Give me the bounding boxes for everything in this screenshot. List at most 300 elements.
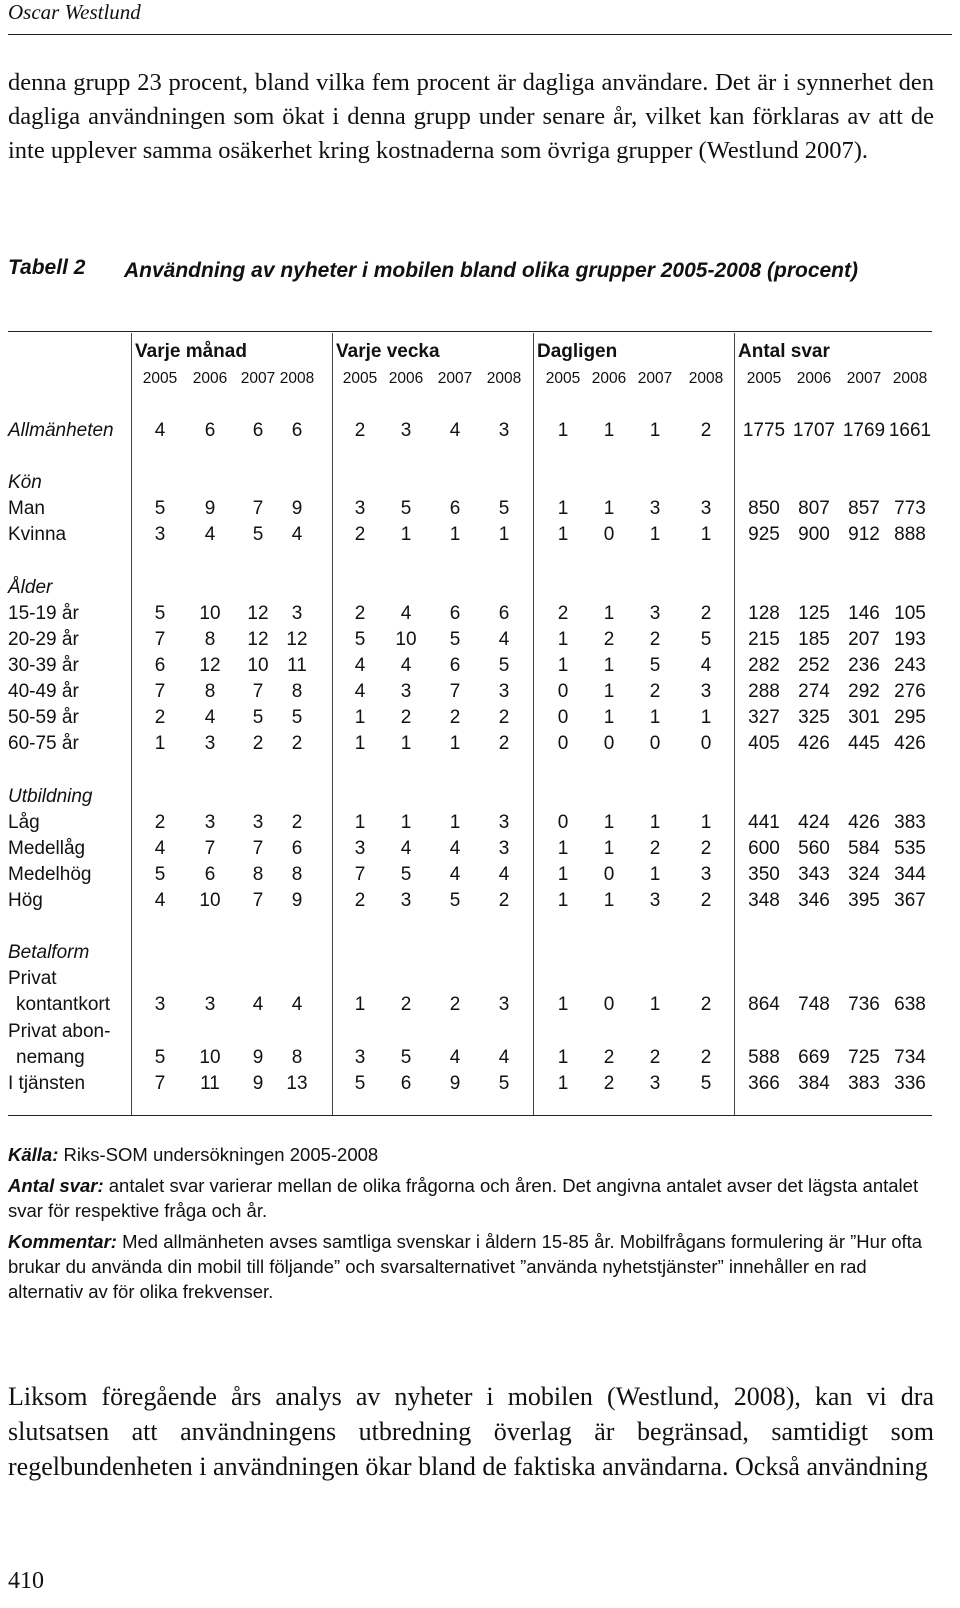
table-cell: 9 xyxy=(291,890,303,911)
table-cell: 1 xyxy=(700,812,712,833)
table-cell: 350 xyxy=(748,864,780,885)
table-row xyxy=(0,603,960,629)
table-cell: 2 xyxy=(603,1047,615,1068)
table-cell: 9 xyxy=(204,498,216,519)
table-cell: 3 xyxy=(498,420,510,441)
year-header: 2005 xyxy=(142,370,178,387)
table-cell: 1 xyxy=(400,524,412,545)
row-label: Medellåg xyxy=(8,838,86,859)
row-label: Medelhög xyxy=(8,864,92,885)
year-header: 2007 xyxy=(437,370,473,387)
table-cell: 7 xyxy=(252,681,264,702)
note-comment xyxy=(8,1229,934,1304)
table-cell: 276 xyxy=(894,681,926,702)
row-label: Privat abon- xyxy=(8,1021,111,1042)
table-notes xyxy=(8,1142,934,1310)
column-group-header: Dagligen xyxy=(537,341,618,362)
table-cell: 850 xyxy=(748,498,780,519)
table-cell: 3 xyxy=(354,498,366,519)
table-cell: 7 xyxy=(449,681,461,702)
table-cell: 638 xyxy=(894,994,926,1015)
table-label: Tabell 2 xyxy=(8,256,86,279)
table-cell: 3 xyxy=(649,603,661,624)
table-cell: 4 xyxy=(252,994,264,1015)
table-cell: 12 xyxy=(247,603,269,624)
table-cell: 4 xyxy=(449,420,461,441)
table-cell: 2 xyxy=(649,629,661,650)
table-cell: 1 xyxy=(557,524,569,545)
table-cell: 336 xyxy=(894,1073,926,1094)
page-number: 410 xyxy=(8,1568,44,1594)
table-cell: 3 xyxy=(400,890,412,911)
table-cell: 2 xyxy=(154,812,166,833)
table-section-heading xyxy=(0,472,960,498)
table-row xyxy=(0,733,960,759)
table-cell: 734 xyxy=(894,1047,926,1068)
table-cell: 4 xyxy=(400,603,412,624)
table-cell: 146 xyxy=(848,603,880,624)
table-cell: 4 xyxy=(291,994,303,1015)
table-cell: 1 xyxy=(603,420,615,441)
table-cell: 7 xyxy=(154,629,166,650)
table-cell: 3 xyxy=(400,420,412,441)
table-cell: 395 xyxy=(848,890,880,911)
table-cell: 12 xyxy=(286,629,308,650)
table-cell: 888 xyxy=(894,524,926,545)
year-header: 2006 xyxy=(192,370,228,387)
table-cell: 7 xyxy=(204,838,216,859)
table-cell: 1 xyxy=(603,603,615,624)
table-cell: 3 xyxy=(649,890,661,911)
table-cell: 7 xyxy=(154,681,166,702)
table-cell: 773 xyxy=(894,498,926,519)
table-cell: 5 xyxy=(449,629,461,650)
table-cell: 5 xyxy=(498,655,510,676)
table-cell: 2 xyxy=(700,890,712,911)
table-cell: 4 xyxy=(154,420,166,441)
table-cell: 383 xyxy=(848,1073,880,1094)
table-cell: 7 xyxy=(252,498,264,519)
note-key: Källa: xyxy=(8,1144,59,1165)
year-header: 2008 xyxy=(892,370,928,387)
table-cell: 864 xyxy=(748,994,780,1015)
table-cell: 10 xyxy=(199,1047,221,1068)
table-cell: 4 xyxy=(154,838,166,859)
row-label: I tjänsten xyxy=(8,1073,86,1094)
table-section-heading xyxy=(0,942,960,968)
table-cell: 0 xyxy=(603,524,615,545)
table-top-rule xyxy=(8,331,932,332)
table-cell: 6 xyxy=(498,603,510,624)
table-cell: 426 xyxy=(798,733,830,754)
table-cell: 2 xyxy=(252,733,264,754)
year-header: 2007 xyxy=(637,370,673,387)
table-cell: 2 xyxy=(291,733,303,754)
note-key: Kommentar: xyxy=(8,1231,117,1252)
table-cell: 669 xyxy=(798,1047,830,1068)
table-cell: 1 xyxy=(354,707,366,728)
table-cell: 426 xyxy=(894,733,926,754)
table-title: Användning av nyheter i mobilen bland olika grupper 2005-2008 (procent) xyxy=(124,259,858,282)
year-header: 2006 xyxy=(591,370,627,387)
header-rule xyxy=(8,34,952,35)
table-cell: 1 xyxy=(649,994,661,1015)
table-cell: 0 xyxy=(603,733,615,754)
table-cell: 3 xyxy=(700,681,712,702)
intro-paragraph: denna grupp 23 procent, bland vilka fem procent är dagliga användare. Det är i synnerhet den dagliga användningen som ökat i denna grupp under senare år, vilket kan förklaras av att de inte upplever samma osäkerhet kring kostnaderna som övriga grupper (Westlund 2007). xyxy=(8,69,934,164)
table-cell: 0 xyxy=(649,733,661,754)
table-cell: 1 xyxy=(557,655,569,676)
table-cell: 2 xyxy=(700,994,712,1015)
table-cell: 327 xyxy=(748,707,780,728)
year-header: 2008 xyxy=(688,370,724,387)
outro-paragraph: Liksom föregående års analys av nyheter i mobilen (Westlund, 2008), kan vi dra slutsatsen att användningens utbredning överlag är begränsad, samtidigt som regelbundenheten i användningen ökar bland de faktiska användarna. Också användning xyxy=(8,1382,934,1481)
table-cell: 2 xyxy=(700,603,712,624)
table-cell: 1 xyxy=(603,498,615,519)
row-label: Ålder xyxy=(8,577,53,598)
table-cell: 343 xyxy=(798,864,830,885)
table-cell: 4 xyxy=(154,890,166,911)
table-cell: 7 xyxy=(354,864,366,885)
table-row xyxy=(0,524,960,550)
table-cell: 560 xyxy=(798,838,830,859)
table-cell: 8 xyxy=(204,681,216,702)
row-label: 50-59 år xyxy=(8,707,79,728)
table-cell: 5 xyxy=(154,498,166,519)
table-cell: 6 xyxy=(204,420,216,441)
table-cell: 3 xyxy=(649,498,661,519)
table-cell: 0 xyxy=(557,733,569,754)
year-header: 2007 xyxy=(846,370,882,387)
year-header: 2006 xyxy=(388,370,424,387)
table-cell: 6 xyxy=(400,1073,412,1094)
table-row xyxy=(0,655,960,681)
table-cell: 1 xyxy=(557,420,569,441)
table-cell: 6 xyxy=(449,603,461,624)
table-cell: 193 xyxy=(894,629,926,650)
table-cell: 10 xyxy=(199,890,221,911)
table-cell: 1 xyxy=(400,812,412,833)
table-cell: 3 xyxy=(154,994,166,1015)
table-cell: 2 xyxy=(154,707,166,728)
table-cell: 2 xyxy=(700,838,712,859)
table-cell: 4 xyxy=(400,838,412,859)
table-cell: 2 xyxy=(700,1047,712,1068)
table-cell: 348 xyxy=(748,890,780,911)
table-cell: 2 xyxy=(354,524,366,545)
table-cell: 588 xyxy=(748,1047,780,1068)
table-cell: 1 xyxy=(700,524,712,545)
row-label: Låg xyxy=(8,812,40,833)
table-cell: 1 xyxy=(154,733,166,754)
table-cell: 9 xyxy=(252,1073,264,1094)
table-cell: 325 xyxy=(798,707,830,728)
table-cell: 4 xyxy=(291,524,303,545)
table-cell: 1 xyxy=(557,498,569,519)
table-cell: 105 xyxy=(894,603,926,624)
row-label: 40-49 år xyxy=(8,681,79,702)
table-cell: 1 xyxy=(354,994,366,1015)
row-label: Man xyxy=(8,498,45,519)
table-section-heading xyxy=(0,577,960,603)
table-cell: 1 xyxy=(649,707,661,728)
table-cell: 2 xyxy=(400,994,412,1015)
table-cell: 2 xyxy=(354,890,366,911)
table-cell: 1775 xyxy=(742,420,786,441)
note-key: Antal svar: xyxy=(8,1175,104,1196)
row-label: kontantkort xyxy=(16,994,110,1015)
table-cell: 5 xyxy=(400,864,412,885)
table-cell: 1 xyxy=(557,629,569,650)
table-cell: 5 xyxy=(400,1047,412,1068)
table-cell: 5 xyxy=(291,707,303,728)
table-cell: 5 xyxy=(449,890,461,911)
table-cell: 3 xyxy=(354,1047,366,1068)
table-cell: 252 xyxy=(798,655,830,676)
table-cell: 1 xyxy=(498,524,510,545)
table-cell: 1 xyxy=(603,812,615,833)
table-bottom-rule xyxy=(8,1115,932,1116)
row-label: Kön xyxy=(8,472,42,493)
table-cell: 292 xyxy=(848,681,880,702)
table-cell: 4 xyxy=(449,864,461,885)
table-row xyxy=(0,994,960,1020)
table-cell: 857 xyxy=(848,498,880,519)
table-cell: 1 xyxy=(649,864,661,885)
table-row xyxy=(0,890,960,916)
table-row xyxy=(0,1021,960,1047)
table-cell: 11 xyxy=(200,1073,220,1094)
table-cell: 2 xyxy=(649,838,661,859)
table-cell: 1 xyxy=(354,812,366,833)
table-cell: 346 xyxy=(798,890,830,911)
table-cell: 11 xyxy=(287,655,307,676)
year-header: 2005 xyxy=(545,370,581,387)
year-header: 2008 xyxy=(486,370,522,387)
table-cell: 282 xyxy=(748,655,780,676)
column-group-header: Varje månad xyxy=(135,341,247,362)
table-cell: 1 xyxy=(557,994,569,1015)
table-cell: 5 xyxy=(700,629,712,650)
table-cell: 7 xyxy=(252,838,264,859)
table-cell: 4 xyxy=(354,655,366,676)
table-cell: 5 xyxy=(354,629,366,650)
year-header: 2005 xyxy=(342,370,378,387)
table-cell: 2 xyxy=(498,707,510,728)
table-cell: 7 xyxy=(252,890,264,911)
table-cell: 426 xyxy=(848,812,880,833)
table-cell: 5 xyxy=(154,603,166,624)
table-row xyxy=(0,707,960,733)
table-cell: 1 xyxy=(557,1073,569,1094)
table-cell: 2 xyxy=(498,890,510,911)
table-cell: 3 xyxy=(400,681,412,702)
table-cell: 9 xyxy=(449,1073,461,1094)
table-cell: 207 xyxy=(848,629,880,650)
table-cell: 2 xyxy=(603,1073,615,1094)
table-cell: 5 xyxy=(400,498,412,519)
table-cell: 1661 xyxy=(888,420,932,441)
table-cell: 2 xyxy=(400,707,412,728)
note-response-count xyxy=(8,1173,934,1223)
table-row xyxy=(0,968,960,994)
table-cell: 10 xyxy=(247,655,269,676)
table-cell: 2 xyxy=(649,1047,661,1068)
table-cell: 424 xyxy=(798,812,830,833)
table-cell: 366 xyxy=(748,1073,780,1094)
table-cell: 6 xyxy=(252,420,264,441)
table-cell: 1 xyxy=(449,524,461,545)
note-text: antalet svar varierar mellan de olika frågorna och åren. Det angivna antalet avser det lägsta antalet svar för respektive fråga och år. xyxy=(8,1175,919,1221)
row-label: Betalform xyxy=(8,942,90,963)
table-cell: 0 xyxy=(603,864,615,885)
running-head: Oscar Westlund xyxy=(8,0,141,24)
table-cell: 9 xyxy=(252,1047,264,1068)
year-header: 2006 xyxy=(796,370,832,387)
table-cell: 748 xyxy=(798,994,830,1015)
row-label: Utbildning xyxy=(8,786,93,807)
table-cell: 1 xyxy=(649,524,661,545)
table-cell: 5 xyxy=(354,1073,366,1094)
table-cell: 6 xyxy=(449,655,461,676)
table-cell: 4 xyxy=(498,864,510,885)
table-cell: 324 xyxy=(848,864,880,885)
table-cell: 5 xyxy=(154,864,166,885)
table-cell: 1 xyxy=(449,733,461,754)
table-cell: 3 xyxy=(291,603,303,624)
year-header: 2008 xyxy=(279,370,315,387)
table-cell: 2 xyxy=(449,994,461,1015)
table-cell: 8 xyxy=(291,1047,303,1068)
table-cell: 5 xyxy=(498,1073,510,1094)
table-cell: 5 xyxy=(498,498,510,519)
table-cell: 1 xyxy=(603,655,615,676)
table-cell: 807 xyxy=(798,498,830,519)
row-label: Privat xyxy=(8,968,57,989)
table-cell: 2 xyxy=(354,603,366,624)
table-cell: 2 xyxy=(449,707,461,728)
table-cell: 3 xyxy=(204,994,216,1015)
table-cell: 8 xyxy=(291,864,303,885)
table-cell: 10 xyxy=(199,603,221,624)
year-header: 2007 xyxy=(240,370,276,387)
table-row xyxy=(0,838,960,864)
table-cell: 1 xyxy=(649,812,661,833)
table-cell: 4 xyxy=(354,681,366,702)
table-cell: 13 xyxy=(286,1073,308,1094)
table-cell: 367 xyxy=(894,890,926,911)
table-cell: 274 xyxy=(798,681,830,702)
table-cell: 5 xyxy=(154,1047,166,1068)
table-cell: 3 xyxy=(700,498,712,519)
table-row xyxy=(0,498,960,524)
table-cell: 1 xyxy=(603,681,615,702)
table-cell: 4 xyxy=(449,1047,461,1068)
table-cell: 1 xyxy=(603,707,615,728)
table-cell: 125 xyxy=(798,603,830,624)
table-cell: 3 xyxy=(498,681,510,702)
table-cell: 3 xyxy=(154,524,166,545)
table-cell: 1769 xyxy=(842,420,886,441)
table-cell: 1 xyxy=(603,890,615,911)
table-cell: 1 xyxy=(354,733,366,754)
table-cell: 4 xyxy=(449,838,461,859)
table-cell: 3 xyxy=(498,838,510,859)
table-cell: 4 xyxy=(204,524,216,545)
table-cell: 6 xyxy=(204,864,216,885)
table-cell: 236 xyxy=(848,655,880,676)
table-cell: 243 xyxy=(894,655,926,676)
table-cell: 3 xyxy=(649,1073,661,1094)
table-cell: 5 xyxy=(252,524,264,545)
column-group-header: Antal svar xyxy=(738,341,830,362)
table-cell: 383 xyxy=(894,812,926,833)
table-cell: 584 xyxy=(848,838,880,859)
table-cell: 10 xyxy=(395,629,417,650)
table-cell: 215 xyxy=(748,629,780,650)
table-cell: 0 xyxy=(557,681,569,702)
table-cell: 0 xyxy=(700,733,712,754)
table-cell: 1707 xyxy=(792,420,836,441)
table-cell: 6 xyxy=(291,420,303,441)
table-cell: 6 xyxy=(291,838,303,859)
note-text: Med allmänheten avses samtliga svenskar i åldern 15-85 år. Mobilfrågans formulering är ”Hur ofta brukar du använda din mobil till följande” och svarsalternativet ”använda nyhetstjänster” innehåller en rad alternativ av för olika frekvenser. xyxy=(8,1231,923,1302)
table-cell: 128 xyxy=(748,603,780,624)
table-cell: 1 xyxy=(557,890,569,911)
row-label: 60-75 år xyxy=(8,733,79,754)
table-row xyxy=(0,1047,960,1073)
table-cell: 2 xyxy=(649,681,661,702)
table-row xyxy=(0,864,960,890)
table-cell: 12 xyxy=(247,629,269,650)
table-cell: 3 xyxy=(498,994,510,1015)
table-cell: 4 xyxy=(498,629,510,650)
table-cell: 8 xyxy=(291,681,303,702)
table-cell: 0 xyxy=(557,812,569,833)
table-section-heading xyxy=(0,786,960,812)
table-cell: 5 xyxy=(252,707,264,728)
row-label: 20-29 år xyxy=(8,629,79,650)
table-cell: 3 xyxy=(204,812,216,833)
table-cell: 405 xyxy=(748,733,780,754)
table-cell: 4 xyxy=(204,707,216,728)
table-cell: 2 xyxy=(700,420,712,441)
table-cell: 4 xyxy=(700,655,712,676)
table-cell: 912 xyxy=(848,524,880,545)
table-cell: 301 xyxy=(848,707,880,728)
table-cell: 445 xyxy=(848,733,880,754)
row-label: Kvinna xyxy=(8,524,67,545)
table-cell: 725 xyxy=(848,1047,880,1068)
note-text: Riks-SOM undersökningen 2005-2008 xyxy=(58,1144,379,1165)
table-cell: 4 xyxy=(400,655,412,676)
table-cell: 0 xyxy=(603,994,615,1015)
table-cell: 6 xyxy=(154,655,166,676)
table-cell: 7 xyxy=(154,1073,166,1094)
table-cell: 344 xyxy=(894,864,926,885)
table-cell: 1 xyxy=(603,838,615,859)
table-row xyxy=(0,1073,960,1099)
table-cell: 925 xyxy=(748,524,780,545)
table-cell: 1 xyxy=(400,733,412,754)
table-cell: 1 xyxy=(700,707,712,728)
table-cell: 2 xyxy=(557,603,569,624)
table-row xyxy=(0,681,960,707)
row-label: nemang xyxy=(16,1047,85,1068)
row-label: Hög xyxy=(8,890,43,911)
table-cell: 900 xyxy=(798,524,830,545)
table-cell: 600 xyxy=(748,838,780,859)
